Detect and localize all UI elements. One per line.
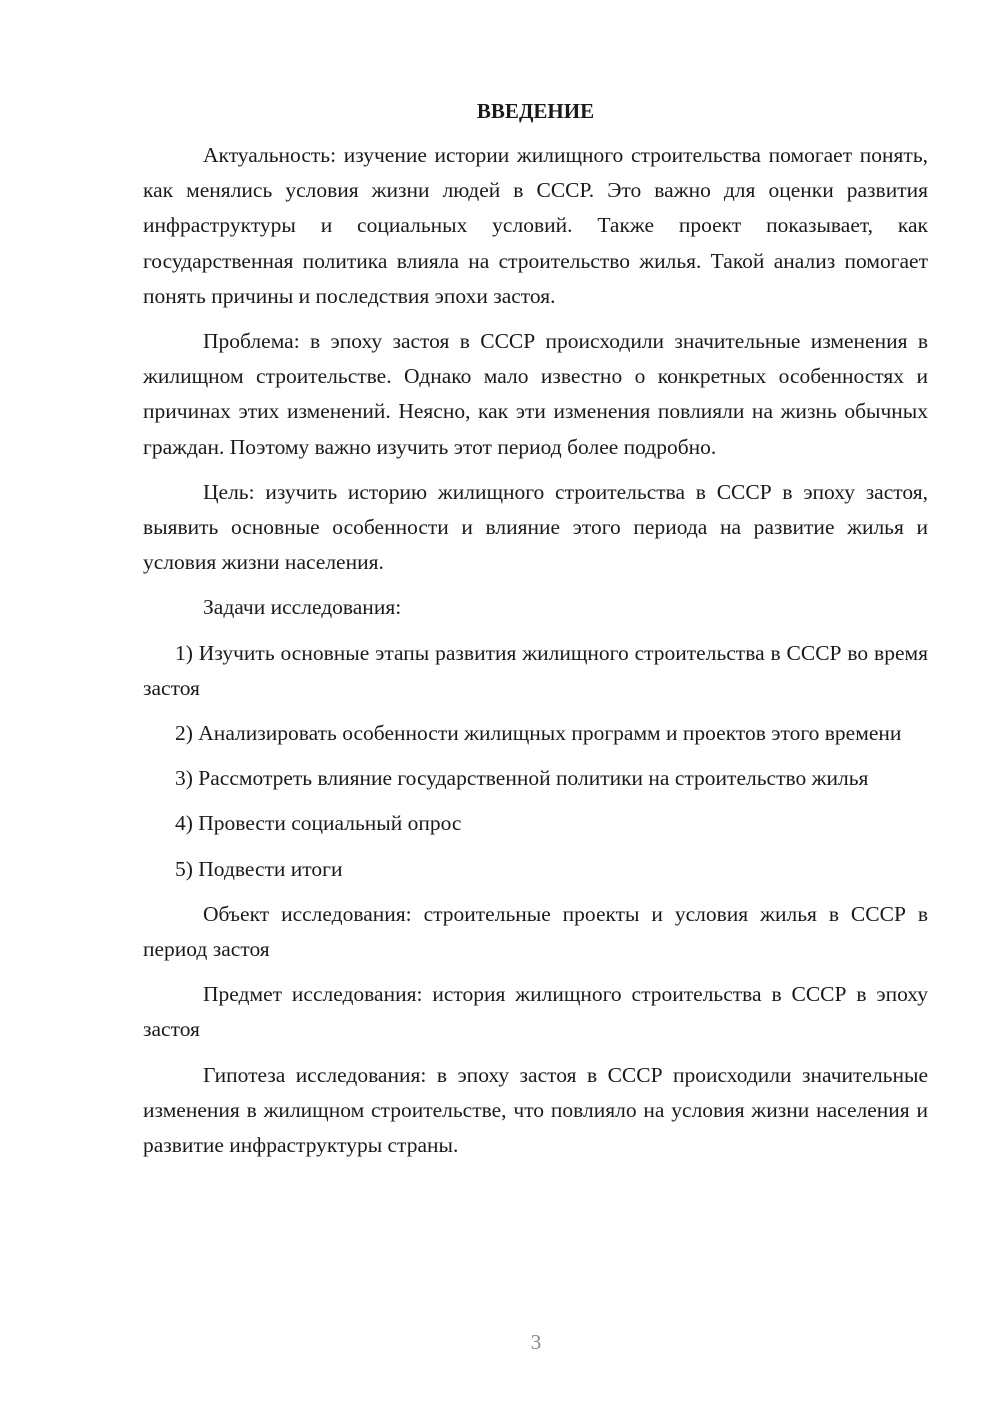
tasks-heading: Задачи исследования: <box>203 595 402 620</box>
page-number: 3 <box>530 1330 542 1354</box>
section-heading: ВВЕДЕНИЕ <box>476 99 595 123</box>
tasks-list <box>143 636 928 887</box>
problem-paragraph: Проблема: в эпоху застоя в СССР происходили значительные изменения в жилищном строительстве. Однако мало известно о конкретных особенностях и причинах этих изменений. Неясно, как эти изменения повлияли на жизнь обычных граждан. Поэтому важно изучить этот период более подробно. <box>143 329 928 459</box>
task-item: 3) Рассмотреть влияние государственной политики на строительство жилья <box>175 766 869 791</box>
hypothesis-paragraph: Гипотеза исследования: в эпоху застоя в СССР происходили значительные изменения в жилищном строительстве, что повлияло на условия жизни населения и развитие инфраструктуры страны. <box>143 1062 928 1158</box>
task-item: 4) Провести социальный опрос <box>175 811 462 836</box>
object-paragraph: Объект исследования: строительные проекты и условия жилья в СССР в период застоя <box>143 901 928 962</box>
relevance-paragraph: Актуальность: изучение истории жилищного строительства помогает понять, как менялись условия жизни людей в СССР. Это важно для оценки развития инфраструктуры и социальных условий. Также проект показывает, как государственная политика влияла на строительство жилья. Такой анализ помогает понять причины и последствия эпохи застоя. <box>143 143 928 308</box>
document-page <box>143 96 928 1173</box>
subject-paragraph: Предмет исследования: история жилищного строительства в СССР в эпоху застоя <box>143 982 928 1042</box>
task-item: 2) Анализировать особенности жилищных программ и проектов этого времени <box>175 721 902 746</box>
task-item: 5) Подвести итоги <box>175 856 343 881</box>
goal-paragraph: Цель: изучить историю жилищного строительства в СССР в эпоху застоя, выявить основные особенности и влияние этого периода на развитие жилья и условия жизни населения. <box>143 479 928 575</box>
task-item: 1) Изучить основные этапы развития жилищного строительства в СССР во время застоя <box>143 640 928 700</box>
